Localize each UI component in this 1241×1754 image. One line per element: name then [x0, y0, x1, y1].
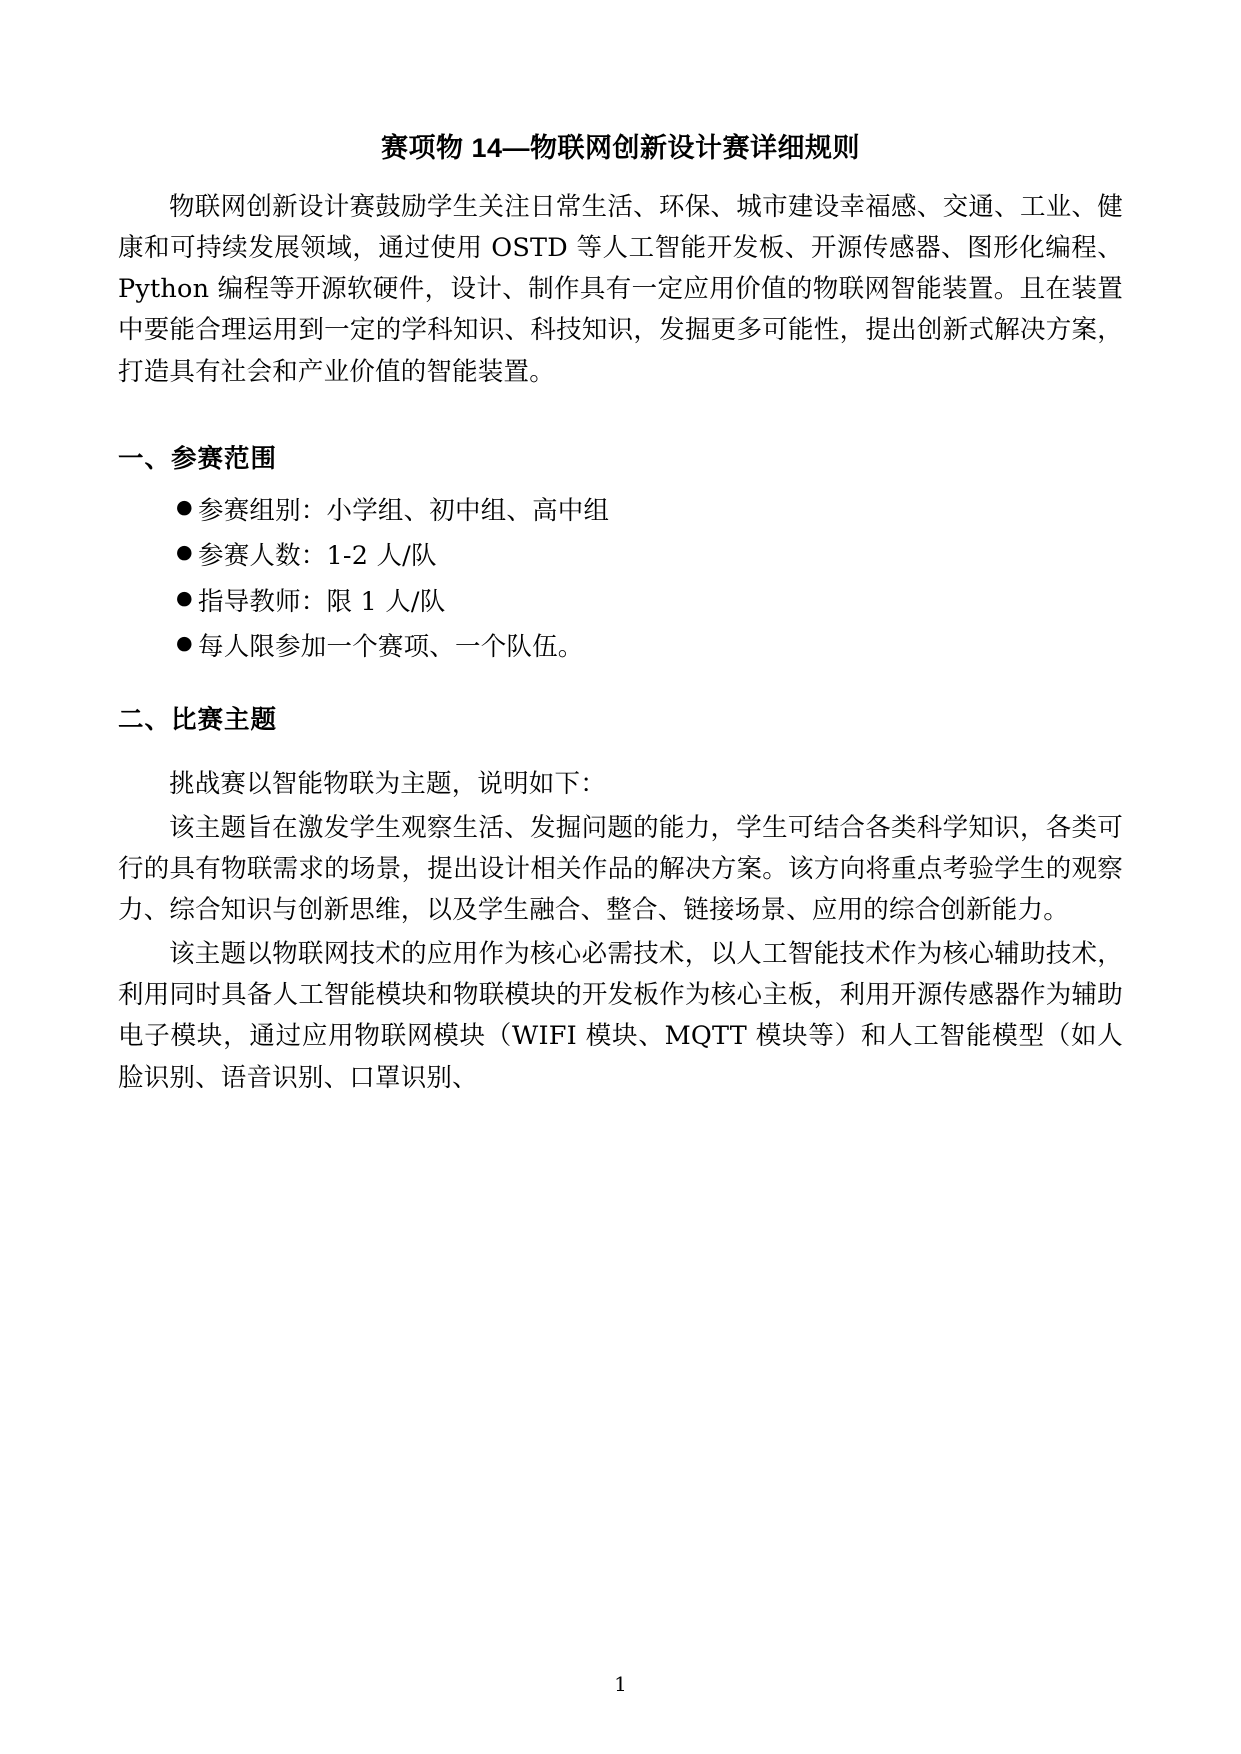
- page-title: 赛项物 14—物联网创新设计赛详细规则: [380, 133, 861, 163]
- section-heading-theme: 二、比赛主题: [118, 706, 278, 735]
- list-item: [118, 489, 1123, 534]
- list-item: [118, 580, 1123, 625]
- theme-paragraph-1: 挑战赛以智能物联为主题，说明如下：: [169, 769, 606, 800]
- list-item: [118, 625, 1123, 670]
- spacer: [118, 395, 1123, 409]
- scope-bullet-list: [118, 489, 1123, 671]
- list-item: [118, 534, 1123, 579]
- section-heading-scope: 一、参赛范围: [118, 444, 278, 473]
- list-item-text: 每人限参加一个赛项、一个队伍。: [198, 632, 584, 663]
- page-number: 1: [614, 1672, 627, 1696]
- list-item-text: 指导教师：限 1 人/队: [198, 586, 446, 617]
- theme-paragraph-2: 该主题旨在激发学生观察生活、发掘问题的能力，学生可结合各类科学知识，各类可行的具有物联需求的场景，提出设计相关作品的解决方案。该方向将重点考验学生的观察力、综合知识与创新思维，以及学生融合、整合、链接场景、应用的综合创新能力。: [118, 812, 1123, 926]
- spacer: [118, 750, 1123, 764]
- list-item-text: 参赛人数：1-2 人/队: [198, 541, 437, 572]
- intro-paragraph: 物联网创新设计赛鼓励学生关注日常生活、环保、城市建设幸福感、交通、工业、健康和可持续发展领域，通过使用 OSTD 等人工智能开发板、开源传感器、图形化编程、Python 编程等开源软硬件，设计、制作具有一定应用价值的物联网智能装置。且在装置中要能合理运用到一定的学科知识、科技知识，发掘更多可能性，提出创新式解决方案，打造具有社会和产业价值的智能装置。: [118, 191, 1123, 387]
- theme-paragraph-3: 该主题以物联网技术的应用作为核心必需技术，以人工智能技术作为核心辅助技术，利用同时具备人工智能模块和物联模块的开发板作为核心主板，利用开源传感器作为辅助电子模块，通过应用物联网模块（WIFI 模块、MQTT 模块等）和人工智能模型（如人脸识别、语音识别、口罩识别、: [118, 938, 1123, 1093]
- list-item-text: 参赛组别：小学组、初中组、高中组: [198, 495, 610, 526]
